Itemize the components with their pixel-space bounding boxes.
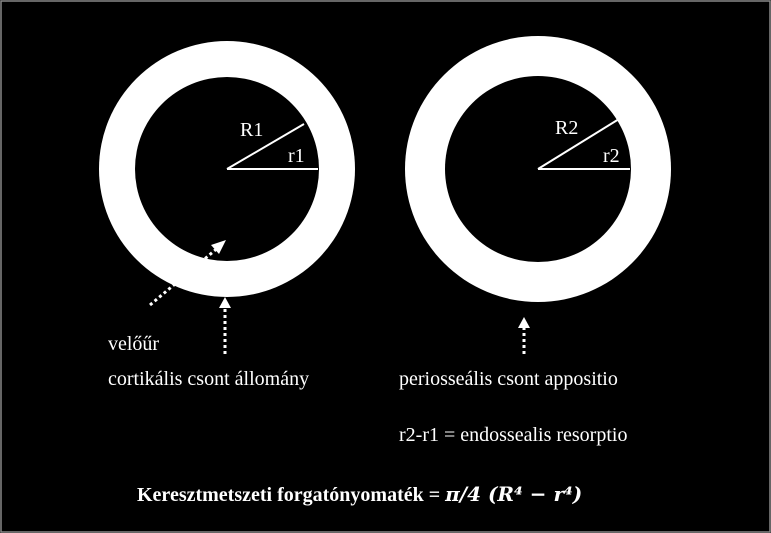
right-inner-radius-label: r2 <box>603 145 620 167</box>
marrow-cavity-label: velőűr <box>108 333 160 355</box>
left-inner-radius-label: r1 <box>288 145 305 167</box>
endosteal-resorption-label: r2-r1 = endossealis resorptio <box>399 424 628 446</box>
periosteal-apposition-label: periosseális csont appositio <box>399 368 618 390</box>
formula-text: Keresztmetszeti forgatónyomaték = <box>137 484 446 506</box>
marrow-cavity-arrow <box>150 240 226 305</box>
right-outer-radius-label: R2 <box>555 117 579 139</box>
left-outer-radius-label: R1 <box>240 119 264 141</box>
formula-math: π/4 (R⁴ − r⁴) <box>445 482 583 506</box>
cortical-bone-label: cortikális csont állomány <box>108 368 310 390</box>
periosteal-arrow <box>518 317 530 354</box>
formula <box>137 482 582 506</box>
cortical-bone-arrow <box>219 297 231 354</box>
